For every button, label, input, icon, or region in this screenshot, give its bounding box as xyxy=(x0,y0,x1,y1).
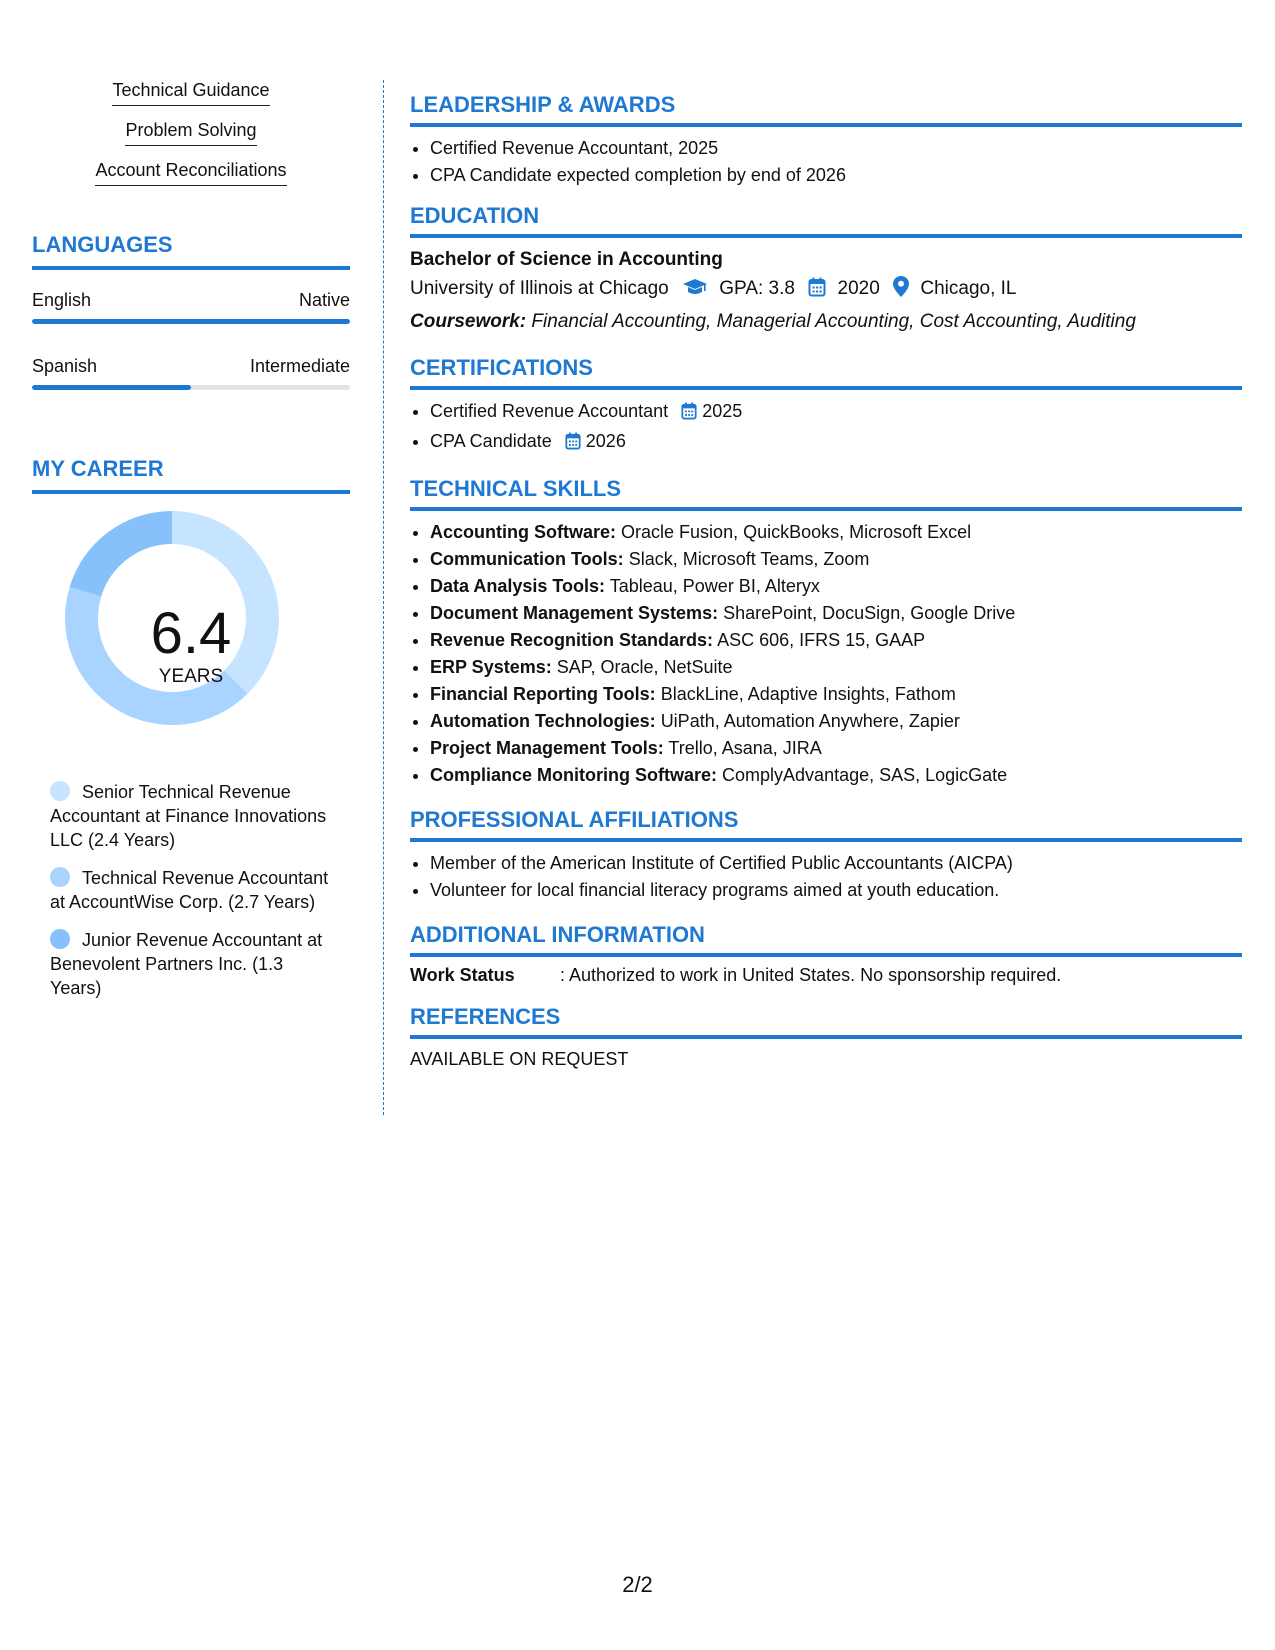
calendar-icon xyxy=(808,277,826,307)
degree: Bachelor of Science in Accounting xyxy=(410,249,723,270)
skill-item: • Accounting Software: Oracle Fusion, QuickBooks, Microsoft Excel xyxy=(430,519,1242,546)
certification-year: 2025 xyxy=(702,401,743,421)
career-entry: Senior Technical Revenue Accountant at Finance Innovations LLC (2.4 Years) xyxy=(50,782,327,850)
skill-item: • Data Analysis Tools: Tableau, Power BI, Alteryx xyxy=(430,573,1242,600)
calendar-icon xyxy=(565,431,581,458)
certifications-section xyxy=(410,355,1242,458)
skill-item: • Document Management Systems: SharePoint, DocuSign, Google Drive xyxy=(430,600,1242,627)
list-item: • Volunteer for local financial literacy programs aimed at youth education. xyxy=(430,877,1242,904)
donut-segment xyxy=(70,511,172,597)
languages-section xyxy=(32,232,350,390)
technical-skills-section xyxy=(410,476,1242,789)
skill-tag: Technical Guidance xyxy=(32,80,350,106)
language-item xyxy=(32,356,350,390)
additional-info-heading: ADDITIONAL INFORMATION xyxy=(410,922,1242,957)
list-item: • Member of the American Institute of Certified Public Accountants (AICPA) xyxy=(430,850,1242,877)
language-item xyxy=(32,290,350,324)
right-column xyxy=(410,92,1242,1070)
skill-item: • Revenue Recognition Standards: ASC 606, IFRS 15, GAAP xyxy=(430,627,1242,654)
affiliations-list xyxy=(410,850,1242,904)
language-bar-fill xyxy=(32,319,350,324)
left-column xyxy=(32,80,350,1014)
career-donut-chart xyxy=(32,494,350,744)
skill-item: • Communication Tools: Slack, Microsoft Teams, Zoom xyxy=(430,546,1242,573)
career-legend xyxy=(50,780,330,1000)
work-status-value: : Authorized to work in United States. No sponsorship required. xyxy=(560,965,1062,985)
career-total: 6.4 xyxy=(150,601,232,666)
affiliations-section xyxy=(410,807,1242,904)
education-heading: EDUCATION xyxy=(410,203,1242,238)
legend-dot xyxy=(50,781,70,801)
language-bar xyxy=(32,319,350,324)
list-item: • CPA Candidate expected completion by end of 2026 xyxy=(430,162,1242,189)
gpa: GPA: 3.8 xyxy=(719,278,795,299)
coursework-label: Coursework: xyxy=(410,311,527,332)
language-name: English xyxy=(32,290,92,310)
certification-year: 2026 xyxy=(585,431,626,451)
references-heading: REFERENCES xyxy=(410,1004,1242,1039)
location: Chicago, IL xyxy=(920,278,1017,299)
career-heading: MY CAREER xyxy=(32,456,350,494)
work-status xyxy=(410,965,1242,986)
coursework-list: Financial Accounting, Managerial Accounting, Cost Accounting, Auditing xyxy=(531,311,1136,332)
calendar-icon xyxy=(681,401,697,428)
education-section xyxy=(410,203,1242,337)
skill-tag: Problem Solving xyxy=(32,120,350,146)
languages-heading: LANGUAGES xyxy=(32,232,350,270)
certification-item: • CPA Candidate 2026 xyxy=(430,428,1242,458)
skill-item: • Project Management Tools: Trello, Asana, JIRA xyxy=(430,735,1242,762)
legend-dot xyxy=(50,867,70,887)
language-level: Native xyxy=(298,290,350,310)
references-section xyxy=(410,1004,1242,1070)
page-number: 2/2 xyxy=(622,1572,653,1597)
language-level: Intermediate xyxy=(249,356,350,376)
references-text: AVAILABLE ON REQUEST xyxy=(410,1049,629,1069)
graduation-cap-icon xyxy=(682,277,708,307)
career-unit: YEARS xyxy=(158,666,224,687)
career-section xyxy=(32,456,350,1000)
technical-skills-heading: TECHNICAL SKILLS xyxy=(410,476,1242,511)
list-item: • Certified Revenue Accountant, 2025 xyxy=(430,135,1242,162)
skill-item: • Compliance Monitoring Software: ComplyAdvantage, SAS, LogicGate xyxy=(430,762,1242,789)
graduation-year: 2020 xyxy=(837,278,880,299)
leadership-list xyxy=(410,135,1242,189)
certifications-heading: CERTIFICATIONS xyxy=(410,355,1242,390)
legend-dot xyxy=(50,929,70,949)
language-name: Spanish xyxy=(32,356,98,376)
coursework xyxy=(410,307,1242,337)
leadership-section xyxy=(410,92,1242,189)
skill-item: • ERP Systems: SAP, Oracle, NetSuite xyxy=(430,654,1242,681)
affiliations-heading: PROFESSIONAL AFFILIATIONS xyxy=(410,807,1242,842)
skill-item: • Financial Reporting Tools: BlackLine, Adaptive Insights, Fathom xyxy=(430,681,1242,708)
education-details xyxy=(410,274,1242,307)
language-bar-fill xyxy=(32,385,191,390)
additional-info-section xyxy=(410,922,1242,986)
language-bar xyxy=(32,385,350,390)
column-divider xyxy=(383,80,384,1115)
skill-tag: Account Reconciliations xyxy=(32,160,350,186)
skill-item: • Automation Technologies: UiPath, Automation Anywhere, Zapier xyxy=(430,708,1242,735)
skill-tags xyxy=(32,80,350,186)
career-entry: Technical Revenue Accountant at AccountWise Corp. (2.7 Years) xyxy=(50,868,329,912)
certifications-list xyxy=(410,398,1242,458)
work-status-label: Work Status xyxy=(410,965,515,985)
technical-skills-list xyxy=(410,519,1242,789)
career-entry: Junior Revenue Accountant at Benevolent Partners Inc. (1.3 Years) xyxy=(50,930,323,998)
certification-item: • Certified Revenue Accountant 2025 xyxy=(430,398,1242,428)
leadership-heading: LEADERSHIP & AWARDS xyxy=(410,92,1242,127)
location-pin-icon xyxy=(893,276,909,307)
school: University of Illinois at Chicago xyxy=(410,278,669,299)
